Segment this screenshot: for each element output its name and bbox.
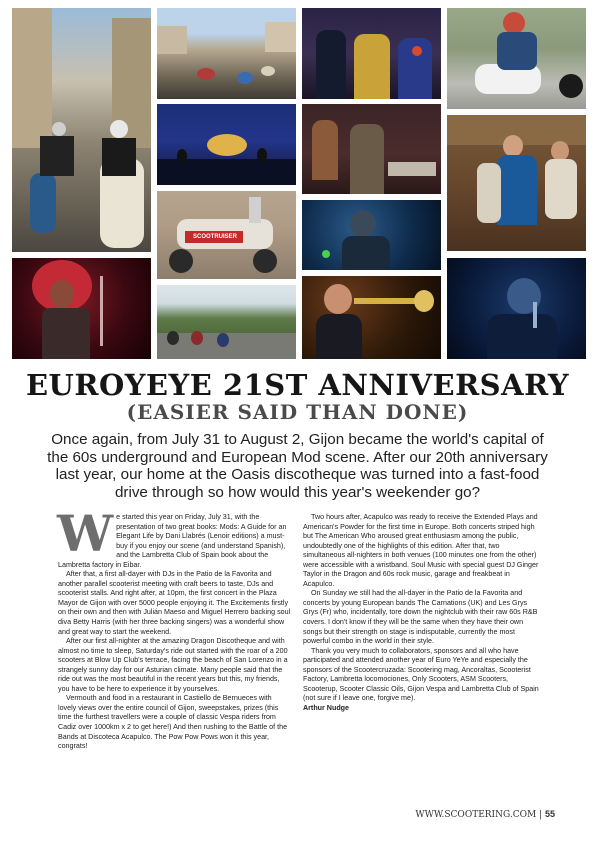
body-paragraph-3: After our first all-nighter at the amazing Dragon Discotheque and with almost no time to sleep, Saturday's ride out started with the roar of a 200 scooters at Blow Up Club's terrace, facing the beach of San Lorenzo in a strangely sunny day for our Asturian climate. Many people said that the ride out was the most beautiful in the recent years but this, my friends, you have to be here to experience it by yourselves. (58, 637, 288, 693)
article-headline: EUROYEYE 21ST ANNIVERSARY (25, 368, 570, 402)
photo-lambretta-scootcruiser (157, 191, 296, 279)
body-column-left (57, 504, 291, 752)
drop-cap: W (57, 504, 114, 563)
photo-singer-microphone-blue (447, 258, 586, 359)
scooter-sign-text: SCOOTRUISER (192, 234, 237, 240)
photo-scooter-rally-square (157, 8, 296, 99)
photo-ride-out-road (157, 285, 296, 359)
body-column-right (303, 513, 539, 713)
body-paragraph-6: On Sunday we still had the all-dayer in the Patio de la Favorita and concerts by young European bands The Carnations (UK) and Les Grys Grys (Fr) who, incidentally, tore down the nightclub with their raw 60s R&B covers. I don't know if they will be the same when they have their own songs but their strength on stage is indisputable, currently the most powerful combo in the world in their style. (303, 589, 538, 646)
photo-nightclub-crowd (157, 104, 296, 185)
body-paragraph-2: After that, a first all-dayer with DJs in the Patio de la Favorita and another parallel scooterist meeting with craft beers to taste, DJs and scooterist stalls. And right after, at 10pm, the first concert in the Plaza Mayor de Gijon with over 5000 people enjoying it. The Excitements firstly on their own and then with Julián Maeso and Miguel Herrero backing soul diva Betty Harris (with her three backing singers) was a wonderful show and great way to start the weekend. (58, 570, 291, 636)
photo-scooter-riders-helmets (447, 8, 586, 109)
article-standfirst: Once again, from July 31 to August 2, Gijon became the world's capital of the 60s underground and European Mod scene. After our 20th anniversary last year, our home at the Oasis discotheque was turned into a fast-food drive through so how would this year's weekender go? (47, 431, 548, 501)
body-paragraph-4: Vermouth and food in a restaurant in Castiello de Bernueces with lovely views over the entire council of Gijon, sweepstakes, prizes (this time the furthest travellers were a couple of classic Vespa riders from Cadiz over 1000km x 2 to get here!) And then rushing to the Battle of the Bands at Discoteca Acapulco. The Pow Pow Pows won it this year, congrats! (58, 694, 288, 751)
footer-website: WWW.SCOOTERING.COM (415, 810, 537, 820)
body-paragraph-7: Thank you very much to collaborators, sponsors and all who have participated and attended another year of Euro YeYe and especially the sponsors of the Scootercruzada: Scootering mag, Ancoraltas, Scooterist Factory, Lambretta locomociones, Only Scooters, ASM Scooters, Scooterup, Scooter Classic Oils, Gijon Vespa and Lambretta Club of Spain (not sure if I leave one, forgive me). (303, 646, 539, 703)
page-number: 55 (544, 809, 555, 819)
article-subheadline: (EASIER SAID THAN DONE) (126, 400, 469, 424)
photo-presenters-stage (302, 8, 441, 99)
photo-trumpet-player (302, 276, 441, 359)
body-paragraph-1: We started this year on Friday, July 31, with the presentation of two great books: Mods: A Guide for an Elegant Life by Dani Llabrés (Lenoir editions) a must-buy if you enjoy our scene (and understand Spanish), and the Lambretta Club of Spain book about the Lambretta factory in Eibar. (57, 504, 287, 569)
body-paragraph-5: Two hours after, Acapulco was ready to receive the Extended Plays and American's Powder for the first time in Europe. Both concerts striped high but The American Who aroused great enthusiasm among the public, undoubtedly one of the highlights of this edition. After that, two simultaneous all-nighters in both venues (100 minutes one from the other) were accessible with a wristband. Soul Music with special guest DJ Ginger Taylor in the Dragon and 60s rock music, garage and freakbeat in Acapulco. (303, 513, 539, 588)
photo-scooter-street-parade (12, 8, 151, 252)
photo-dj-blue-light (302, 200, 441, 270)
photo-singer-red-hair (12, 258, 151, 359)
photo-band-performance (302, 104, 441, 194)
author-byline: Arthur Nudge (303, 703, 350, 712)
photo-bar-crowd (447, 115, 586, 251)
page-footer (415, 809, 555, 820)
footer-separator: | (539, 810, 543, 820)
